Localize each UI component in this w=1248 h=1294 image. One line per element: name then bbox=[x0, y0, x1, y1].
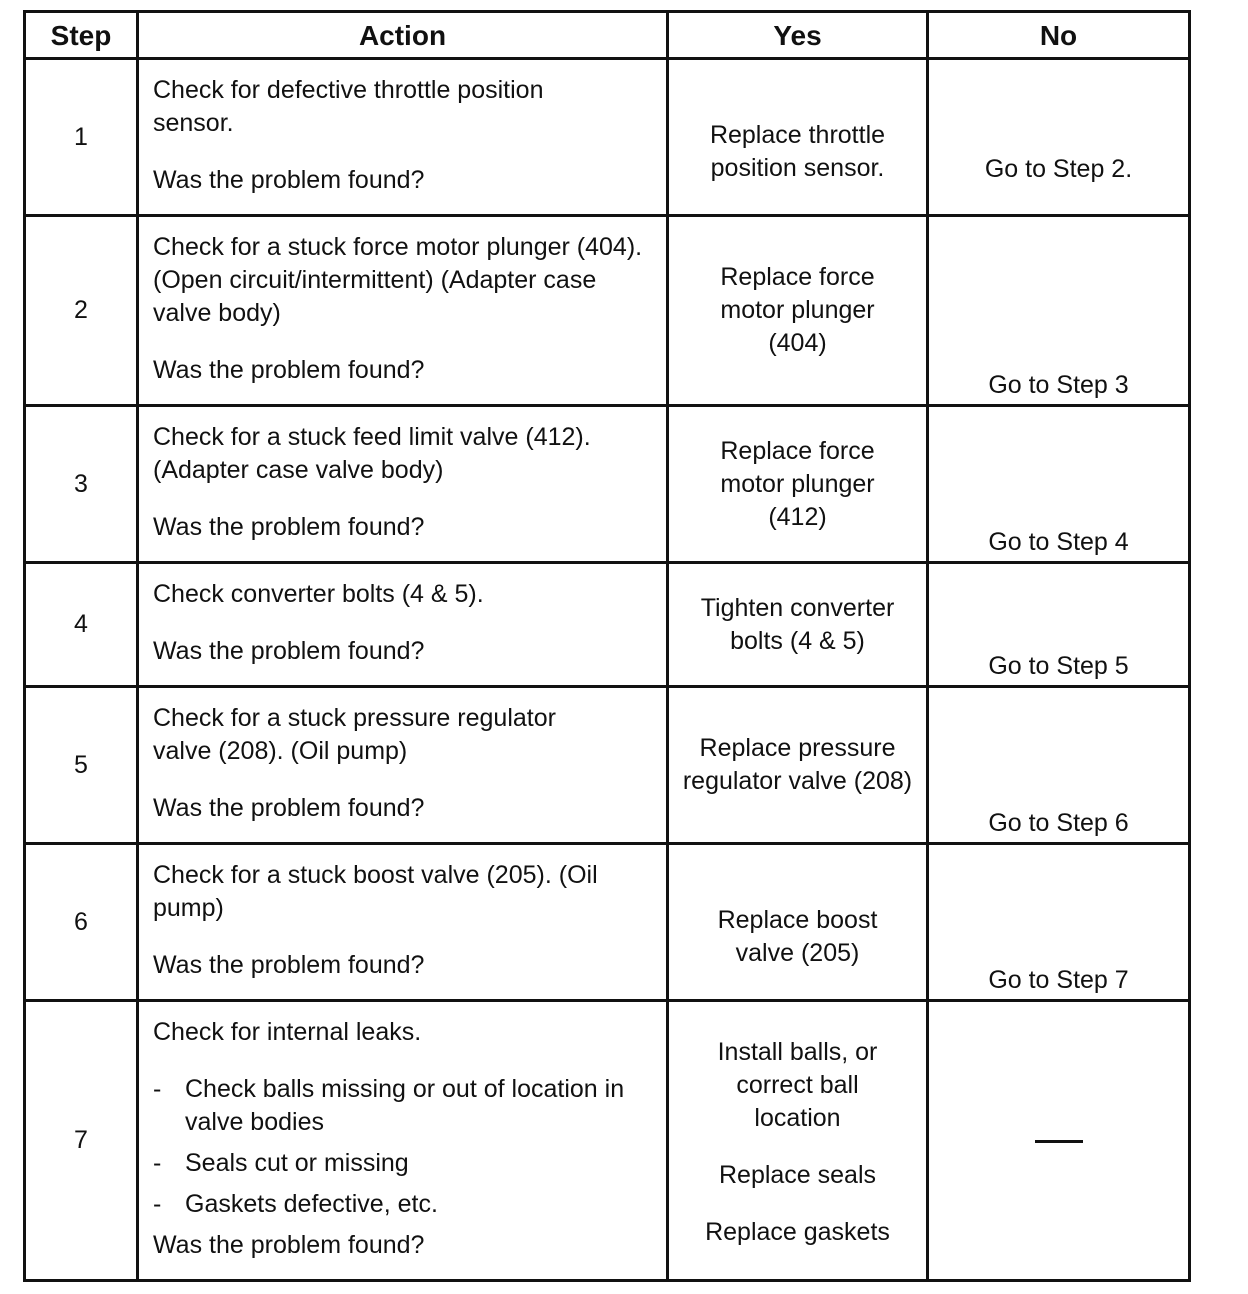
table-row bbox=[25, 687, 1190, 844]
action-cell bbox=[138, 59, 668, 216]
yes-text: Replace seals bbox=[718, 1161, 877, 1189]
action-cell bbox=[138, 687, 668, 844]
step-number: 5 bbox=[25, 687, 138, 844]
step-number: 1 bbox=[25, 59, 138, 216]
yes-cell bbox=[668, 1001, 928, 1281]
yes-text: Replace force motor plunger (404) bbox=[720, 263, 875, 357]
action-cell bbox=[138, 844, 668, 1001]
no-cell: Go to Step 4 bbox=[928, 406, 1190, 563]
table-row bbox=[25, 59, 1190, 216]
no-cell: Go to Step 5 bbox=[928, 563, 1190, 687]
bullet-dash: - bbox=[153, 1074, 162, 1103]
no-cell: Go to Step 6 bbox=[928, 687, 1190, 844]
action-question: Was the problem found? bbox=[153, 165, 425, 194]
no-cell: Go to Step 7 bbox=[928, 844, 1190, 1001]
action-text: Check for internal leaks. bbox=[153, 1017, 422, 1046]
header-step: Step bbox=[25, 12, 138, 59]
no-cell bbox=[928, 59, 1190, 216]
action-question: Was the problem found? bbox=[153, 793, 425, 822]
yes-cell bbox=[668, 563, 928, 687]
header-yes: Yes bbox=[668, 12, 928, 59]
action-question: Was the problem found? bbox=[153, 1230, 425, 1259]
table-row bbox=[25, 216, 1190, 406]
action-text: Check for a stuck feed limit valve (412). (Adapter case valve body) bbox=[153, 422, 591, 484]
step-number: 2 bbox=[25, 216, 138, 406]
yes-cell bbox=[668, 687, 928, 844]
list-item: - Check balls missing or out of location in valve bodies bbox=[153, 1073, 654, 1139]
dash-placeholder bbox=[1035, 1140, 1083, 1143]
action-text: Check converter bolts (4 & 5). bbox=[153, 579, 484, 608]
step-number: 7 bbox=[25, 1001, 138, 1281]
table-row bbox=[25, 563, 1190, 687]
bullet-dash: - bbox=[153, 1189, 162, 1218]
step-number: 3 bbox=[25, 406, 138, 563]
action-text: Check for a stuck pressure regulator valve (208). (Oil pump) bbox=[153, 703, 556, 765]
yes-text: Replace boost valve (205) bbox=[717, 906, 878, 967]
action-cell bbox=[138, 216, 668, 406]
no-cell: Go to Step 3 bbox=[928, 216, 1190, 406]
yes-cell bbox=[668, 216, 928, 406]
header-row bbox=[25, 12, 1190, 59]
header-action: Action bbox=[138, 12, 668, 59]
action-question: Was the problem found? bbox=[153, 950, 425, 979]
no-text: Go to Step 2. bbox=[984, 154, 1133, 183]
yes-text: Replace gaskets bbox=[705, 1218, 890, 1246]
yes-text: Install balls, or correct ball location bbox=[717, 1038, 878, 1132]
no-cell bbox=[928, 1001, 1190, 1281]
action-question: Was the problem found? bbox=[153, 636, 425, 665]
yes-text: Replace pressure regulator valve (208) bbox=[682, 734, 913, 795]
yes-cell bbox=[668, 59, 928, 216]
action-cell bbox=[138, 563, 668, 687]
list-item: - Gaskets defective, etc. bbox=[153, 1188, 654, 1221]
action-text: Check for a stuck force motor plunger (404). (Open circuit/intermittent) (Adapter case valve body) bbox=[153, 232, 643, 327]
yes-text: Replace force motor plunger (412) bbox=[720, 436, 875, 531]
action-cell bbox=[138, 406, 668, 563]
action-question: Was the problem found? bbox=[153, 355, 425, 384]
step-number: 4 bbox=[25, 563, 138, 687]
yes-text: Replace throttle position sensor. bbox=[709, 121, 886, 182]
list-item: - Seals cut or missing bbox=[153, 1147, 654, 1180]
diagnostic-table bbox=[23, 10, 1191, 1282]
table-row bbox=[25, 844, 1190, 1001]
action-cell bbox=[138, 1001, 668, 1281]
yes-text: Tighten converter bolts (4 & 5) bbox=[700, 593, 895, 655]
bullet-dash: - bbox=[153, 1148, 162, 1177]
table-row bbox=[25, 406, 1190, 563]
action-question: Was the problem found? bbox=[153, 512, 425, 541]
action-text: Check for defective throttle position sensor. bbox=[153, 75, 544, 137]
yes-cell bbox=[668, 844, 928, 1001]
action-text: Check for a stuck boost valve (205). (Oil pump) bbox=[153, 860, 598, 922]
step-number: 6 bbox=[25, 844, 138, 1001]
yes-cell bbox=[668, 406, 928, 563]
table-row bbox=[25, 1001, 1190, 1281]
bullet-list bbox=[153, 1073, 654, 1221]
header-no: No bbox=[928, 12, 1190, 59]
